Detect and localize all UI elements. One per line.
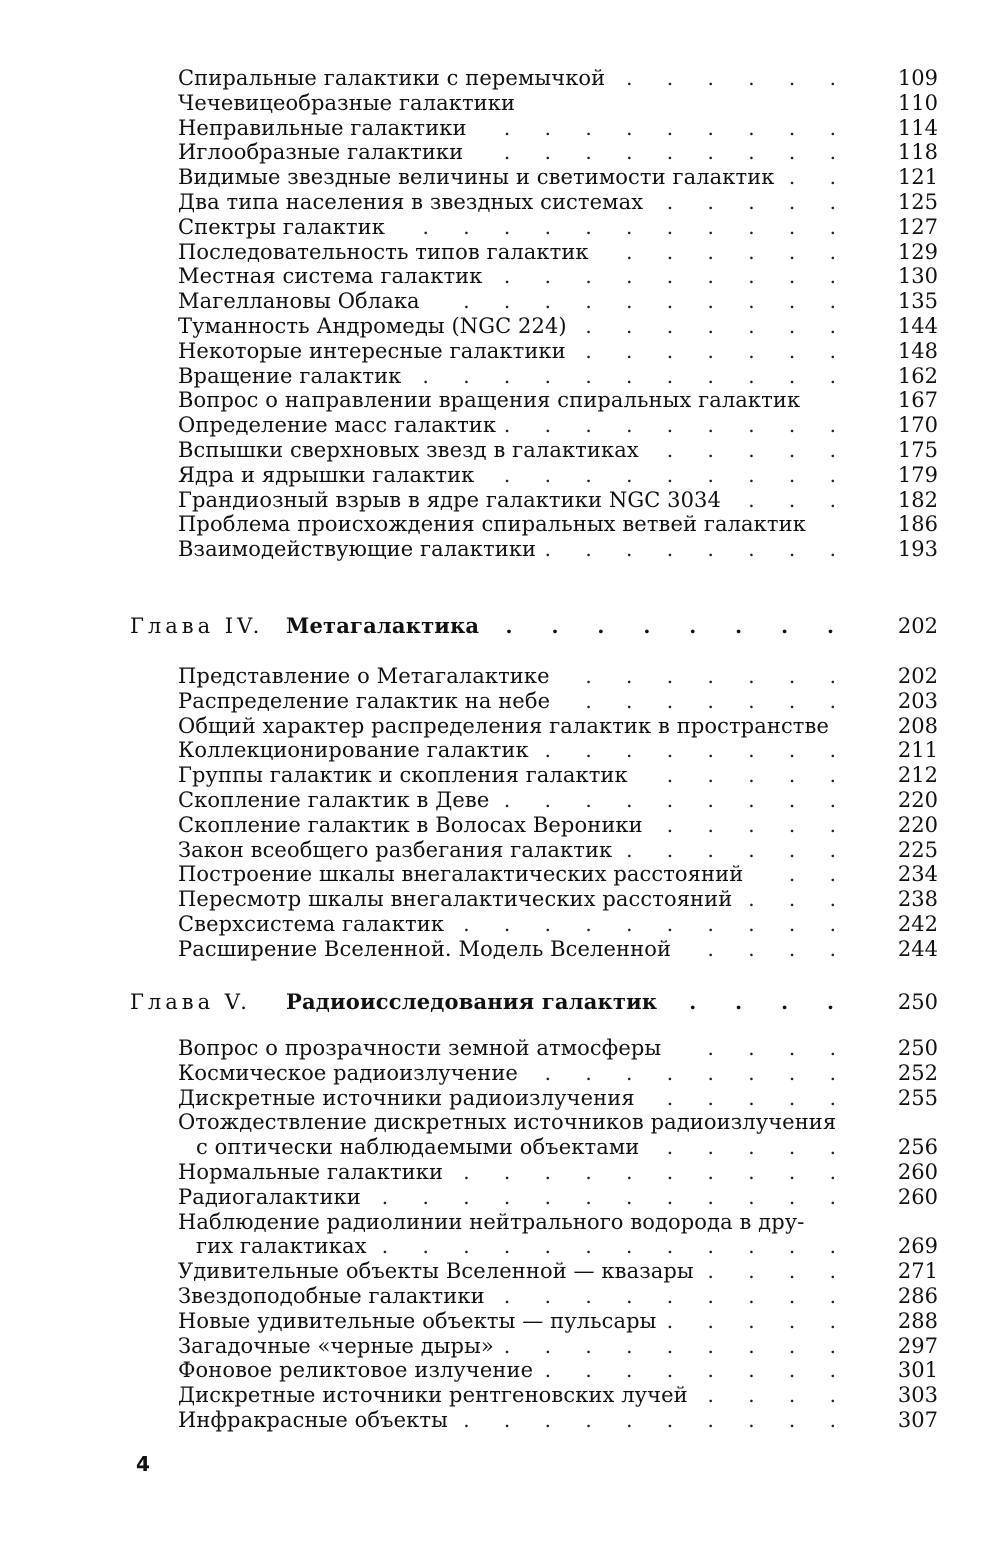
toc-entry	[0, 1334, 1000, 1359]
toc-entry	[0, 215, 1000, 240]
toc-entry-title: Звездоподобные галактики	[178, 1283, 485, 1308]
leader-dots: . . . .	[707, 936, 850, 961]
toc-entry-title: Распределение галактик на небе	[178, 688, 551, 713]
toc-entry-title: Группы галактик и скопления галактик	[178, 763, 628, 788]
toc-entry-title: с оптически наблюдаемыми объектами	[196, 1135, 640, 1160]
toc-entry	[0, 388, 1000, 413]
leader-dots: . . . . . . . . .	[503, 115, 850, 140]
toc-entry-page: 125	[897, 189, 938, 214]
leader-dots: . . . . . . . . .	[503, 413, 850, 438]
toc-entry-page: 242	[897, 911, 938, 936]
toc-entry	[0, 91, 1000, 116]
toc-entry	[0, 1210, 1000, 1235]
toc-entry-page: 211	[897, 738, 938, 763]
toc-entry-page: 148	[897, 338, 938, 363]
toc-entry	[0, 1061, 1000, 1086]
toc-entry-page: 220	[897, 787, 938, 812]
toc-entry	[0, 264, 1000, 289]
chapter-4-page: 202	[897, 614, 938, 638]
toc-entry	[0, 714, 1000, 739]
toc-entry	[0, 339, 1000, 364]
toc-entry-title: Последовательность типов галактик	[178, 239, 589, 264]
toc-entry-page: 179	[897, 462, 938, 487]
toc-entry	[0, 664, 1000, 689]
leader-dots: . . . . . . . .	[544, 1358, 850, 1383]
toc-entry-title: Наблюдение радиолинии нейтрального водорода в дру-	[178, 1209, 805, 1234]
toc-entry-page: 252	[897, 1060, 938, 1085]
toc-entry-page: 129	[897, 239, 938, 264]
leader-dots: . . . . . . .	[585, 313, 850, 338]
toc-entry-title: Грандиозный взрыв в ядре галактики NGC 3034	[178, 487, 721, 512]
toc-entry-title: Фоновое реликтовое излучение	[178, 1358, 534, 1383]
toc-entry-title: Спектры галактик	[178, 214, 385, 239]
toc-entry	[0, 738, 1000, 763]
toc-entry	[0, 438, 1000, 463]
toc-entry-page: 167	[897, 388, 938, 413]
toc-entry	[0, 813, 1000, 838]
leader-dots: . . . . . . . . . . . .	[381, 1184, 850, 1209]
chapter-5-heading	[0, 988, 1000, 1016]
toc-entry-title: Взаимодействующие галактики	[178, 537, 537, 562]
toc-entry-page: 307	[897, 1407, 938, 1432]
toc-entry-title: Иглообразные галактики	[178, 140, 464, 165]
leader-dots: . . . . . . . .	[505, 614, 850, 638]
toc-entry	[0, 165, 1000, 190]
toc-entry-page: 234	[897, 862, 938, 887]
toc-entry-title: Закон всеобщего разбегания галактик	[178, 837, 613, 862]
toc-entry-title: Ядра и ядрышки галактик	[178, 462, 475, 487]
toc-entry-title: Радиогалактики	[178, 1184, 361, 1209]
toc-entry	[0, 1086, 1000, 1111]
toc-entry	[0, 1358, 1000, 1383]
toc-entry-page: 250	[897, 1036, 938, 1060]
toc-entry	[0, 240, 1000, 265]
toc-entry	[0, 838, 1000, 863]
toc-entry-title: Вопрос о направлении вращения спиральных галактик	[178, 388, 801, 413]
toc-entry-title: Новые удивительные объекты — пульсары	[178, 1308, 657, 1333]
toc-entry-title: Представление о Метагалактике	[178, 664, 550, 688]
toc-entry-title: Два типа населения в звездных системах	[178, 189, 644, 214]
toc-entry-page: 144	[897, 313, 938, 338]
toc-entry-page: 220	[897, 812, 938, 837]
toc-entry	[0, 1259, 1000, 1284]
toc-entry-page: 109	[897, 66, 938, 90]
toc-entry-page: 256	[897, 1135, 938, 1160]
toc-entry-page: 110	[897, 90, 938, 115]
toc-entry-page: 135	[897, 289, 938, 314]
leader-dots: . . . . . . . . . .	[463, 1407, 850, 1432]
leader-dots: . . . .	[707, 1383, 850, 1408]
toc-entry	[0, 912, 1000, 937]
chapter-4-heading	[0, 612, 1000, 640]
toc-entry-title: Проблема происхождения спиральных ветвей галактик	[178, 512, 806, 537]
toc-entry-page: 301	[897, 1358, 938, 1383]
leader-dots: . . . . . . . . . .	[463, 911, 850, 936]
leader-dots: . . . . . . . . .	[503, 264, 850, 289]
toc-entry-title: Спиральные галактики с перемычкой	[178, 66, 606, 90]
page-number: 4	[136, 1452, 150, 1476]
toc-entry-title: Удивительные объекты Вселенной — квазары	[178, 1259, 694, 1284]
toc-entry-page: 244	[897, 936, 938, 961]
toc-entry	[0, 788, 1000, 813]
toc-entry-title: Построение шкалы внегалактических расстояний	[178, 862, 744, 887]
toc-entry	[0, 1234, 1000, 1259]
leader-dots: . . . . . .	[626, 239, 850, 264]
toc-entry-title: Коллекционирование галактик	[178, 738, 529, 763]
leader-dots: . . . . . . . . .	[503, 140, 850, 165]
toc-entry-page: 271	[897, 1259, 938, 1284]
toc-entry-page: 297	[897, 1333, 938, 1358]
toc-entry-page: 269	[897, 1234, 938, 1259]
leader-dots: . . . . .	[666, 1085, 850, 1110]
toc-entry	[0, 1135, 1000, 1160]
toc-entry-title: Чечевицеобразные галактики	[178, 90, 516, 115]
toc-entry-page: 255	[897, 1085, 938, 1110]
leader-dots: . . . . . . .	[585, 664, 850, 688]
leader-dots: . . . .	[689, 990, 850, 1014]
toc-entry	[0, 1160, 1000, 1185]
chapter-5-title: Радиоисследования галактик	[286, 989, 658, 1014]
toc-entry-title: Дискретные источники рентгеновских лучей	[178, 1383, 688, 1408]
toc-entry	[0, 1309, 1000, 1334]
leader-dots: . . . . . . . . .	[503, 1283, 850, 1308]
toc-entry	[0, 1110, 1000, 1135]
toc-entry-title: Местная система галактик	[178, 264, 483, 289]
toc-entry-title: Скопление галактик в Деве	[178, 787, 490, 812]
leader-dots: . . . .	[707, 1036, 850, 1060]
toc-entry-page: 286	[897, 1283, 938, 1308]
toc-entry	[0, 887, 1000, 912]
leader-dots: . . . . . .	[626, 837, 850, 862]
toc-entry-page: 182	[897, 487, 938, 512]
leader-dots: . . .	[748, 887, 850, 912]
toc-entry-page: 212	[897, 763, 938, 788]
toc-entry-title: гих галактиках	[196, 1234, 367, 1259]
toc-entry-page: 130	[897, 264, 938, 289]
chapter-4-label: Глава IV.	[130, 614, 264, 638]
leader-dots: . . . .	[707, 1259, 850, 1284]
toc-entry-page: 203	[897, 688, 938, 713]
toc-entry-page: 193	[897, 537, 938, 562]
toc-entry	[0, 140, 1000, 165]
toc-section-4	[0, 664, 1000, 962]
leader-dots: . . . . . . .	[585, 338, 850, 363]
toc-entry-title: Вспышки сверхновых звезд в галактиках	[178, 437, 639, 462]
toc-section-5	[0, 1036, 1000, 1433]
toc-entry-title: Загадочные «черные дыры»	[178, 1333, 494, 1358]
toc-entry	[0, 314, 1000, 339]
leader-dots: . .	[788, 862, 850, 887]
toc-entry	[0, 862, 1000, 887]
toc-entry-page: 121	[897, 165, 938, 190]
leader-dots: . . . . . .	[626, 66, 850, 90]
leader-dots: . . . . . . . .	[544, 738, 850, 763]
leader-dots: . . . . . . . .	[544, 537, 850, 562]
leader-dots: . . . . . . . . .	[503, 787, 850, 812]
toc-entry-title: Вращение галактик	[178, 363, 402, 388]
toc-entry-page: 186	[897, 512, 938, 537]
toc-entry	[0, 116, 1000, 141]
toc-entry-title: Расширение Вселенной. Модель Вселенной	[178, 936, 672, 961]
leader-dots: . . . . .	[666, 1135, 850, 1160]
toc-section-3-tail	[0, 66, 1000, 562]
toc-entry-title: Отождествление дискретных источников радиоизлучения	[178, 1110, 837, 1135]
leader-dots: . . . . .	[666, 812, 850, 837]
toc-entry	[0, 1036, 1000, 1061]
toc-entry-title: Некоторые интересные галактики	[178, 338, 566, 363]
toc-entry	[0, 1185, 1000, 1210]
toc-entry	[0, 364, 1000, 389]
leader-dots: . . . . . . . . . . .	[422, 214, 850, 239]
toc-entry-title: Инфракрасные объекты	[178, 1407, 448, 1432]
chapter-4-title: Метагалактика	[286, 613, 480, 638]
toc-entry-page: 175	[897, 437, 938, 462]
toc-entry-title: Сверхсистема галактик	[178, 911, 445, 936]
toc-entry-title: Магеллановы Облака	[178, 289, 420, 314]
leader-dots: . . . . .	[666, 189, 850, 214]
leader-dots: . . . . . . .	[585, 688, 850, 713]
toc-entry-title: Туманность Андромеды (NGC 224)	[178, 313, 567, 338]
chapter-5-page: 250	[897, 990, 938, 1014]
toc-entry	[0, 512, 1000, 537]
toc-entry	[0, 763, 1000, 788]
toc-entry-page: 114	[897, 115, 938, 140]
toc-entry	[0, 689, 1000, 714]
toc-entry	[0, 488, 1000, 513]
toc-entry	[0, 66, 1000, 91]
toc-entry	[0, 1284, 1000, 1309]
leader-dots: . . . . . . . . .	[503, 462, 850, 487]
leader-dots: . . . . .	[666, 437, 850, 462]
toc-entry-page: 118	[897, 140, 938, 165]
toc-entry-page: 238	[897, 887, 938, 912]
toc-entry-page: 127	[897, 214, 938, 239]
toc-entry	[0, 413, 1000, 438]
toc-entry-page: 202	[897, 664, 938, 688]
toc-entry-page: 260	[897, 1184, 938, 1209]
toc-entry	[0, 937, 1000, 962]
toc-entry-title: Скопление галактик в Волосах Вероники	[178, 812, 643, 837]
leader-dots: . . . . . . . . . . .	[422, 363, 850, 388]
toc-entry-page: 162	[897, 363, 938, 388]
leader-dots: . .	[788, 165, 850, 190]
toc-entry	[0, 463, 1000, 488]
leader-dots: . . . . . . . . . .	[463, 1159, 850, 1184]
toc-entry-page: 303	[897, 1383, 938, 1408]
leader-dots: . . . . . . . . . . . .	[381, 1234, 850, 1259]
toc-entry-title: Общий характер распределения галактик в пространстве	[178, 713, 829, 738]
toc-entry-title: Нормальные галактики	[178, 1159, 444, 1184]
leader-dots: . . . . . . . . . .	[463, 289, 850, 314]
toc-entry-page: 208	[897, 713, 938, 738]
leader-dots: . . . . .	[666, 1308, 850, 1333]
toc-entry-title: Дискретные источники радиоизлучения	[178, 1085, 635, 1110]
leader-dots: . . . . .	[666, 763, 850, 788]
toc-entry-title: Видимые звездные величины и светимости галактик	[178, 165, 775, 190]
toc-entry-title: Определение масс галактик	[178, 413, 497, 438]
toc-entry-title: Неправильные галактики	[178, 115, 467, 140]
toc-entry-page: 225	[897, 837, 938, 862]
toc-entry	[0, 289, 1000, 314]
chapter-5-label: Глава V.	[130, 990, 251, 1014]
toc-entry-page: 288	[897, 1308, 938, 1333]
toc-entry	[0, 1408, 1000, 1433]
toc-entry-page: 260	[897, 1159, 938, 1184]
toc-entry-title: Космическое радиоизлучение	[178, 1060, 518, 1085]
toc-entry	[0, 1383, 1000, 1408]
toc-entry-title: Вопрос о прозрачности земной атмосферы	[178, 1036, 662, 1060]
leader-dots: . . . . . . . . .	[503, 1333, 850, 1358]
toc-entry-title: Пересмотр шкалы внегалактических расстояний	[178, 887, 733, 912]
toc-entry	[0, 537, 1000, 562]
toc-entry	[0, 190, 1000, 215]
leader-dots: . . . . . . . .	[544, 1060, 850, 1085]
leader-dots: . . .	[748, 487, 850, 512]
toc-entry-page: 170	[897, 413, 938, 438]
